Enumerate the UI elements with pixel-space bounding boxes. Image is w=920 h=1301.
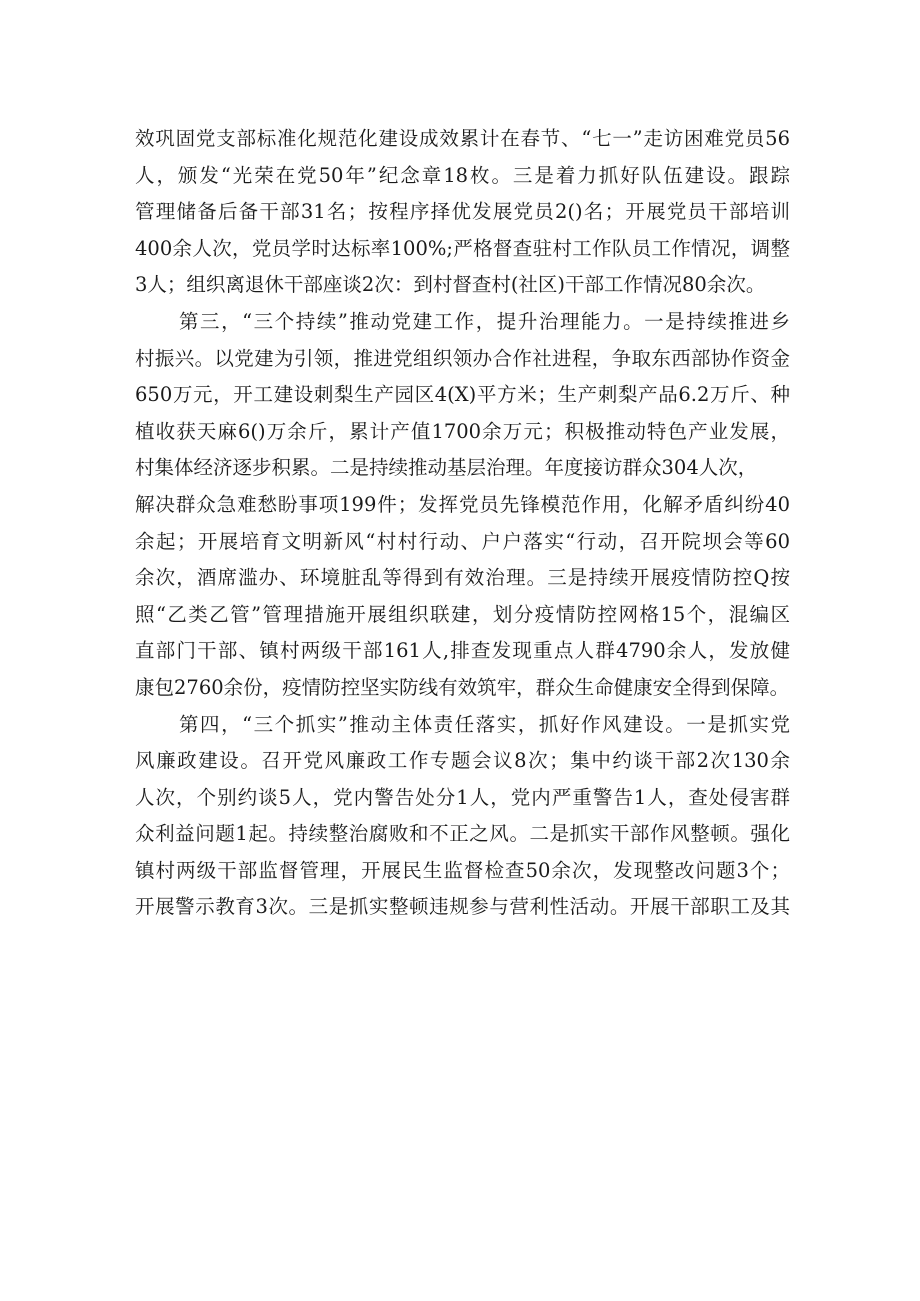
text-line: 村集体经济逐步积累。二是持续推动基层治理。年度接访群众304人次，	[135, 456, 758, 480]
text-line: 效巩固党支部标准化规范化建设成效累计在春节、“七一”走访困难党员56	[135, 127, 790, 150]
text-line: 村振兴。以党建为引领，推进党组织领办合作社进程，争取东西部协作资金	[135, 346, 790, 370]
text-line: 3人；组织离退休干部座谈2次：到村督查村(社区)干部工作情况80余次。	[135, 273, 766, 297]
text-line: 镇村两级干部监督管理，开展民生监督检查50余次，发现整改问题3个；	[135, 858, 790, 882]
text-line: 开展警示教育3次。三是抓实整顿违规参与营利性活动。开展干部职工及其	[135, 895, 790, 919]
text-line: 余起；开展培育文明新风“村村行动、户户落实“行动，召开院坝会等60	[135, 529, 790, 553]
text-line: 解决群众急难愁盼事项199件；发挥党员先锋模范作用，化解矛盾纠纷40	[135, 492, 790, 516]
paragraph-2	[135, 304, 790, 707]
text-line: 人次，个别约谈5人，党内警告处分1人，党内严重警告1人，查处侵害群	[135, 785, 790, 809]
body-text	[135, 121, 790, 926]
text-line: 650万元，开工建设刺梨生产园区4(X)平方米；生产刺梨产品6.2万斤、种	[135, 383, 790, 407]
text-line: 众利益问题1起。持续整治腐败和不正之风。二是抓实干部作风整顿。强化	[135, 822, 790, 846]
text-line: 风廉政建设。召开党风廉政工作专题会议8次；集中约谈干部2次130余	[135, 749, 790, 773]
text-line: 余次，酒席滥办、环境脏乱等得到有效治理。三是持续开展疫情防控Q按	[135, 566, 790, 590]
paragraph-3	[135, 707, 790, 927]
text-line: 第三，“三个持续”推动党建工作，提升治理能力。一是持续推进乡	[179, 309, 790, 333]
paragraph-1	[135, 121, 790, 304]
text-line: 康包2760余份，疫情防控坚实防线有效筑牢，群众生命健康安全得到保障。	[135, 675, 790, 699]
text-line: 人，颁发“光荣在党50年”纪念章18枚。三是着力抓好队伍建设。跟踪	[135, 163, 790, 187]
text-line: 管理储备后备干部31名；按程序择优发展党员2()名；开展党员干部培训	[135, 200, 790, 224]
text-line: 第四，“三个抓实”推动主体责任落实，抓好作风建设。一是抓实党	[179, 712, 790, 736]
text-line: 直部门干部、镇村两级干部161人,排查发现重点人群4790余人，发放健	[135, 639, 790, 663]
text-line: 植收获天麻6()万余斤，累计产值1700余万元；积极推动特色产业发展，	[135, 419, 790, 443]
text-line: 照“乙类乙管”管理措施开展组织联建，划分疫情防控网格15个，混编区	[135, 602, 790, 626]
text-line: 400余人次，党员学时达标率100%;严格督查驻村工作队员工作情况，调整	[135, 236, 790, 260]
